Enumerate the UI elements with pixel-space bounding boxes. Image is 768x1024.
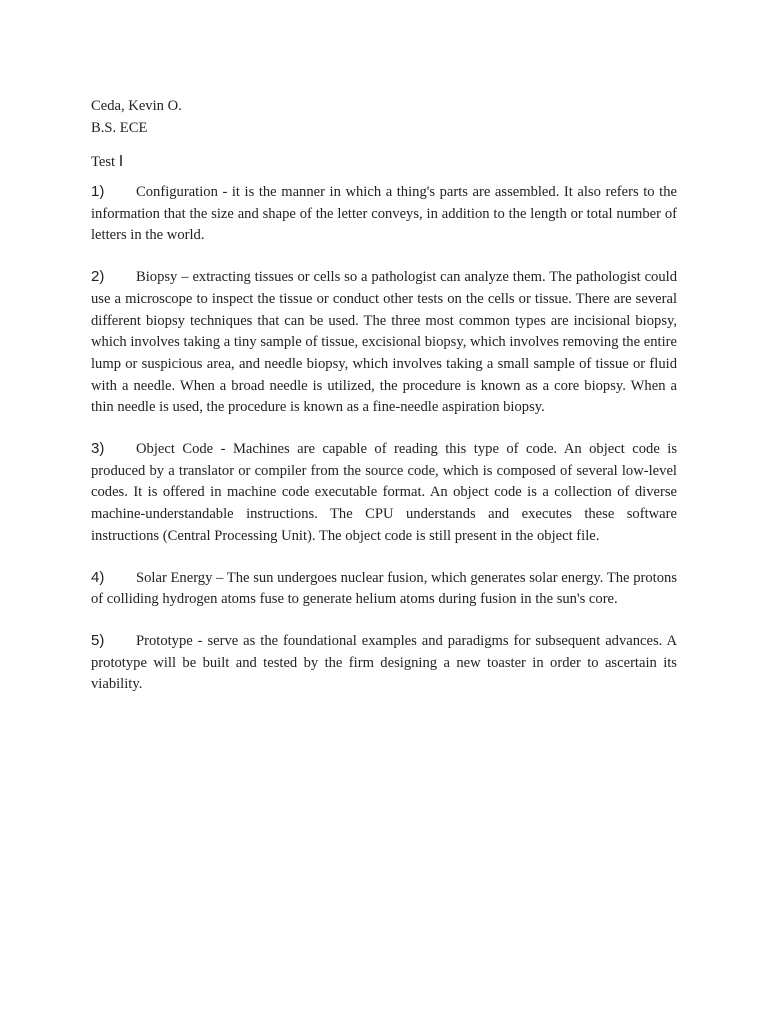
item-number: 2) xyxy=(91,268,105,286)
answer-item-3 xyxy=(91,438,677,548)
test-numeral: I xyxy=(118,153,124,170)
answer-item-2 xyxy=(91,266,677,419)
item-text: Configuration - it is the manner in which a thing's parts are assembled. It also refers to the information that the size and shape of the letter conveys, in addition to the length or total number of letters in the world. xyxy=(91,184,677,244)
item-number: 5) xyxy=(91,631,105,649)
student-course: B.S. ECE xyxy=(91,120,148,136)
item-number: 4) xyxy=(91,568,105,586)
answer-item-1 xyxy=(91,181,677,247)
item-text: Object Code - Machines are capable of reading this type of code. An object code is produced by a translator or compiler from the source code, which is composed of several low-level codes. It is offered in machine code executable format. An object code is a collection of diverse machine-understandable instructions. The CPU understands and executes these software instructions (Central Processing Unit). The object code is still present in the object file. xyxy=(91,441,677,544)
item-text: Biopsy – extracting tissues or cells so a pathologist can analyze them. The pathologist could use a microscope to inspect the tissue or conduct other tests on the cells or tissue. There are several different biopsy techniques that can be used. The three most common types are incisional biopsy, which involves taking a tiny sample of tissue, excisional biopsy, which involves removing the entire lump or suspicious area, and needle biopsy, which involves taking a small sample of tissue or fluid with a needle. When a broad needle is utilized, the procedure is known as a core biopsy. When a thin needle is used, the procedure is known as a fine-needle aspiration biopsy. xyxy=(91,269,677,416)
test-title xyxy=(91,151,677,173)
student-name: Ceda, Kevin O. xyxy=(91,98,182,114)
item-number: 3) xyxy=(91,440,105,458)
answer-item-5 xyxy=(91,630,677,696)
item-text: Prototype - serve as the foundational examples and paradigms for subsequent advances. A prototype will be built and tested by the firm designing a new toaster in order to ascertain its viability. xyxy=(91,632,677,693)
document-page xyxy=(91,95,677,715)
test-label: Test xyxy=(91,154,116,170)
answer-item-4 xyxy=(91,567,677,611)
item-number: 1) xyxy=(91,183,105,200)
item-text: Solar Energy – The sun undergoes nuclear fusion, which generates solar energy. The protons of colliding hydrogen atoms fuse to generate helium atoms during fusion in the sun's core. xyxy=(91,569,677,608)
